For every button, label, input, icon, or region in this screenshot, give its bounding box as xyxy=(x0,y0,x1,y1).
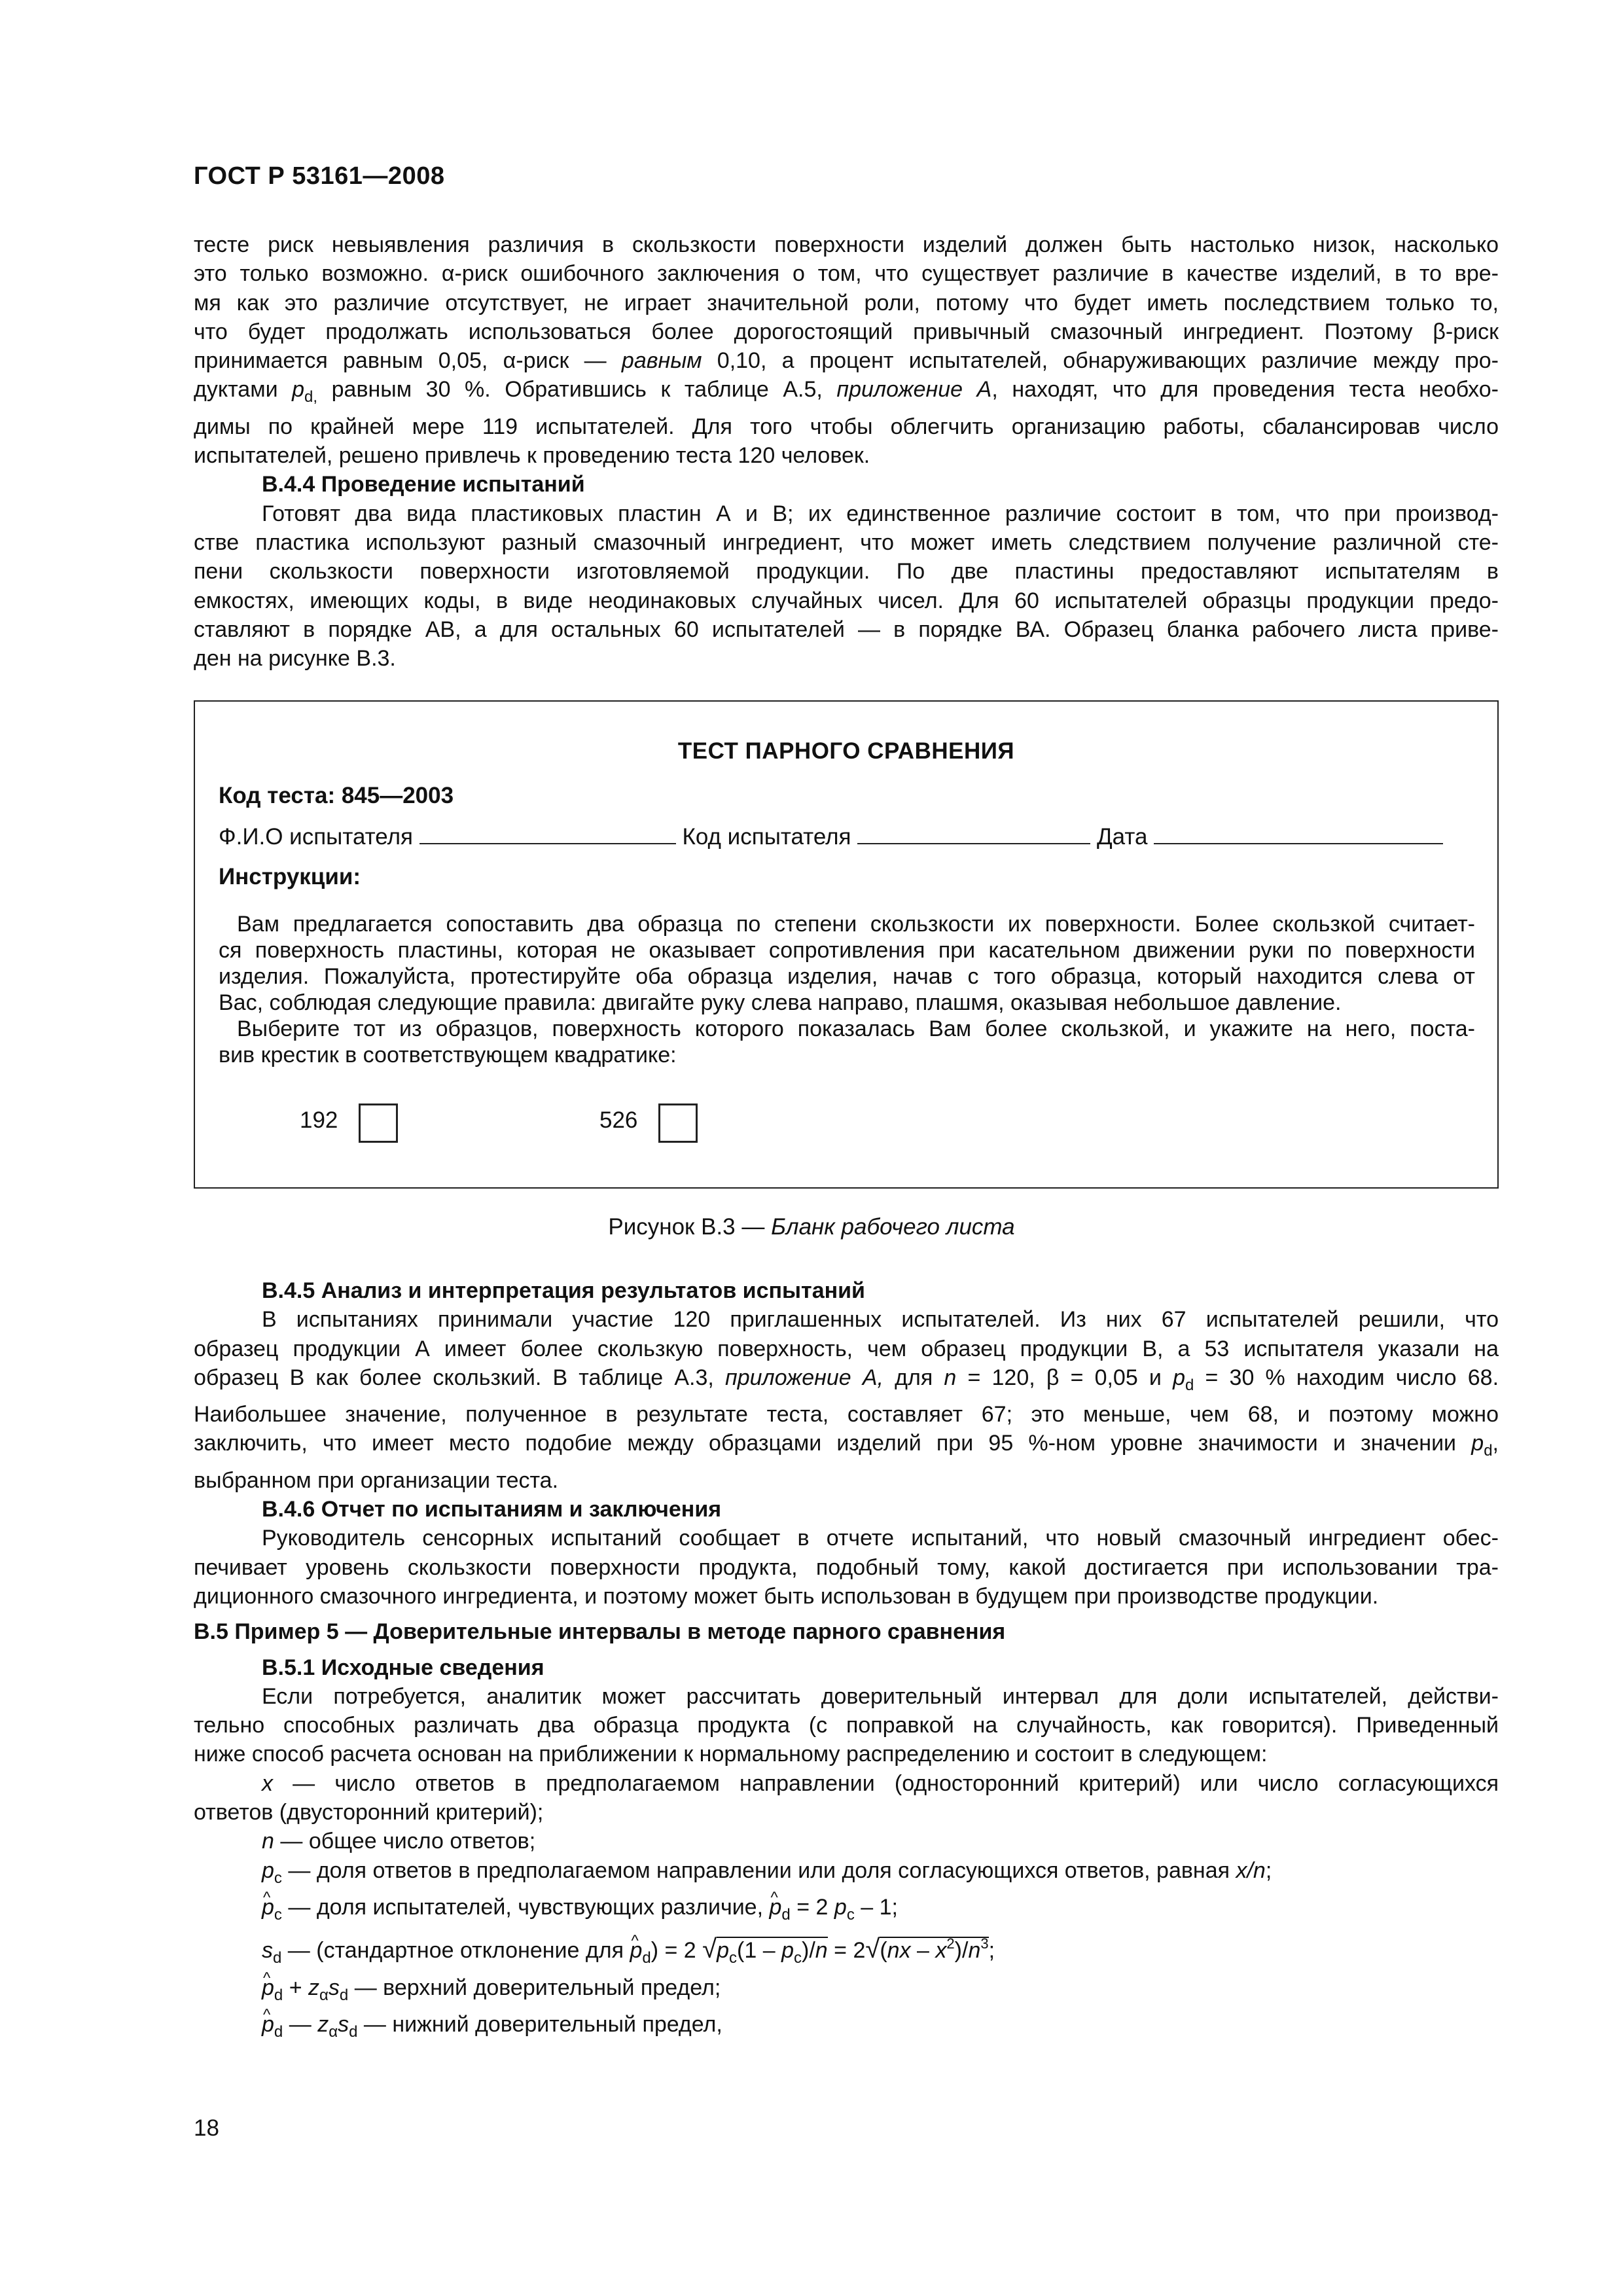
def-lower-limit: ^ $p_d$ — $z_\alpha s_d$ — нижний доверительный предел, xyxy=(194,2010,1499,2047)
intro-paragraph: тесте риск невыявления различия в скользкости поверхности изделий должен быть настолько низок, насколько это только возможно. α-риск ошибочного заключения о том, что существует различие в качестве изделий, в то вре- мя как это различие отсутствует, не играет значительной роли, потому что будет иметь последствием только то, что будет продолжать использоваться более дорогостоящий привычный смазочный ингредиент. Поэтому β-риск принимается равным 0,05, α-риск — равным 0,10, а процент испытателей, обнаруживающих различие между про- дуктами $p_{d,}$ равным 30 %. Обратившись к таблице А.5, приложение А, находят, что для проведения теста необхо- димы по крайней мере 119 испытателей. Для того чтобы облегчить организацию работы, сбалансировав число испытателей, решено привлечь к проведению теста 120 человек. В.4.4 Проведение испытаний Готовят два вида пластиковых пластин А и В; их единственное различие состоит в том, что при производ- стве пластика используют разный смазочный ингредиент, что может иметь следствием получение различной сте- пени скользкости поверхности изготовляемой продукции. По две пластины предоставляют испытателям в емкостях, имеющих коды, в виде неодинаковых случайных чисел. Для 60 испытателей образцы продукции предо- ставляют в порядке АВ, а для остальных 60 испытателей — в порядке ВА. Образец бланка рабочего листа приве- ден на рисунке В.3. xyxy=(194,232,1499,672)
tester-code-label: Код испытателя xyxy=(682,824,851,850)
sample-2-label: 526 xyxy=(599,1107,638,1133)
figure-caption: Рисунок В.3 — Бланк рабочего листа xyxy=(608,1214,1015,1240)
sample-2-checkbox[interactable] xyxy=(658,1103,698,1143)
section-heading-b44: В.4.4 Проведение испытаний xyxy=(262,472,585,497)
tester-name-field[interactable] xyxy=(419,823,676,844)
sample-1-checkbox[interactable] xyxy=(359,1103,398,1143)
form-test-code: Код теста: 845—2003 xyxy=(219,783,454,808)
def-x: x — число ответов в предполагаемом направлении (односторонний критерий) или число согласующихся xyxy=(262,1770,1499,1796)
def-n: n — общее число ответов; xyxy=(262,1829,536,1854)
section-heading-b46: В.4.6 Отчет по испытаниям и заключения xyxy=(262,1497,722,1522)
form-title: ТЕСТ ПАРНОГО СРАВНЕНИЯ xyxy=(677,738,1015,764)
def-upper-limit: ^ $p_d + z_\alpha s_d$ — верхний доверительный предел; xyxy=(194,1973,1499,2010)
sample-1-label: 192 xyxy=(300,1107,338,1133)
section-heading-b51: В.5.1 Исходные сведения xyxy=(262,1655,544,1680)
instructions-text: Вам предлагается сопоставить два образца по степени скользкости их поверхности. Более скользкой считает- ся поверхность пластины, которая не оказывает сопротивления при касательном движении руки по поверхности изделия. Пожалуйста, протестируйте оба образца изделия, начав с того образца, который находится слева от Вас, соблюдая следующие правила: двигайте руку слева направо, плашмя, оказывая небольшое давление. Выберите тот из образцов, поверхность которого показалась Вам более скользкой, и укажите на него, поста- вив крестик в соответствующем квадратике: xyxy=(219,912,1475,1067)
tester-code-field[interactable] xyxy=(857,823,1090,844)
document-header: ГОСТ Р 53161—2008 xyxy=(194,162,445,190)
form-fields-row xyxy=(219,823,1443,850)
page-number: 18 xyxy=(194,2115,219,2141)
section-heading-b45: В.4.5 Анализ и интерпретация результатов испытаний xyxy=(262,1278,865,1303)
results-sections: В.4.5 Анализ и интерпретация результатов испытаний В испытаниях принимали участие 120 приглашенных испытателей. Из них 67 испытателей решили, что образец продукции А имеет более скользкую поверхность, чем образец продукции В, а 53 испытателя указали на образец В как более скользкий. В таблице А.3, приложение А, для n = 120, β = 0,05 и $p_d = 30$ % находим число 68. Наибольшее значение, полученное в результате теста, составляет 67; это меньше, чем 68, и поэтому можно заключить, что имеет место подобие между образцами изделий при 95 %-ном уровне значимости и значении $p_d$, выбранном при организации теста. В.4.6 Отчет по испытаниям и заключения Руководитель сенсорных испытаний сообщает в отчете испытаний, что новый смазочный ингредиент обес- печивает уровень скользкости поверхности продукта, подобный тому, какой достигается при использовании тра- диционного смазочного ингредиента, и поэтому может быть использован в будущем при производстве продукции. В.5 Пример 5 — Доверительные интервалы в методе парного сравнения В.5.1 Исходные сведения Если потребуется, аналитик может рассчитать доверительный интервал для доли испытателей, действи- тельно способных различать два образца продукта (с поправкой на случайность, как говорится). Приведенный ниже способ расчета основан на приближении к нормальному распределению и состоит в следующем: x — число ответов в предполагаемом направлении (односторонний критерий) или число согласующихся ответов (двусторонний критерий); n — общее число ответов; $p_c$ — доля ответов в предполагаемом направлении или доля согласующихся ответов, равная x/n; ^ $p_c$ — доля испытателей, чувствующих различие, ^ $p_d = 2$ $p_c - 1$; $s_d$ — (стандартное отклонение для ^ $p_d) = 2$ $√p_c(1 - p_c)/n = 2√(nx - x^2)/n^3$; ^ $p_d + z_\alpha s_d$ — верхний доверительный предел; ^ $p_d$ — $z_\alpha s_d$ — нижний доверительный предел, xyxy=(194,1276,1499,2047)
def-pchat: ^ $p_c$ — доля испытателей, чувствующих различие, ^ $p_d = 2$ $p_c - 1$; xyxy=(194,1893,1499,1929)
worksheet-form xyxy=(194,700,1499,1189)
instructions-heading: Инструкции: xyxy=(219,864,361,889)
def-sd: $s_d$ — (стандартное отклонение для ^ $p_d) = 2$ $√p_c(1 - p_c)/n = 2√(nx - x^2)/n^3$; xyxy=(194,1929,1499,1973)
date-field[interactable] xyxy=(1154,823,1443,844)
def-pc: $p_c$ — доля ответов в предполагаемом направлении или доля согласующихся ответов, равная x/n; xyxy=(262,1857,1272,1887)
date-label: Дата xyxy=(1096,824,1148,850)
tester-name-label: Ф.И.О испытателя xyxy=(219,824,413,850)
section-heading-b5: В.5 Пример 5 — Доверительные интервалы в методе парного сравнения xyxy=(194,1619,1006,1645)
